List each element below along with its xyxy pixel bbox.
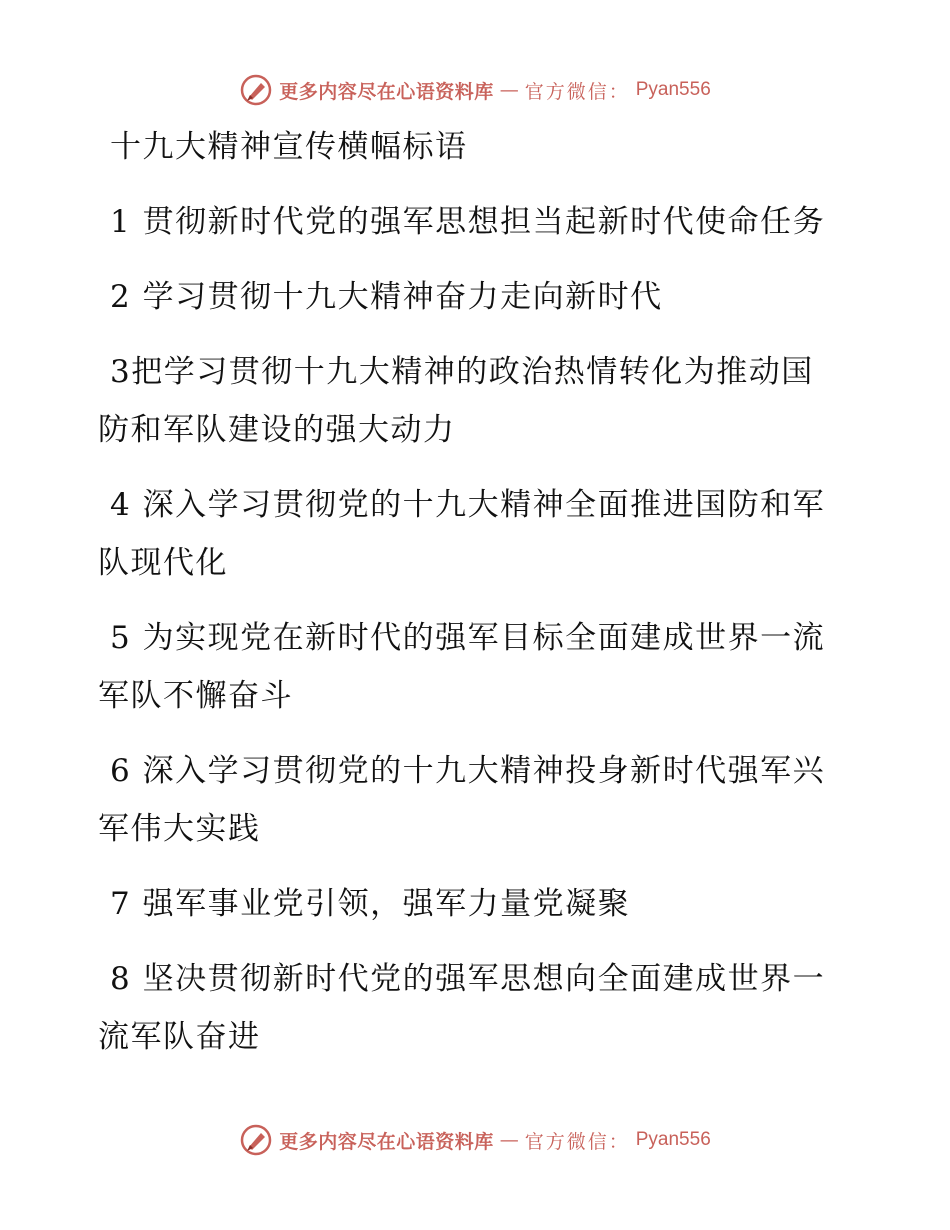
- list-item-line: [98, 476, 858, 534]
- header-wechat-label: 官方微信：: [524, 80, 630, 103]
- list-item-line: [98, 268, 858, 326]
- list-item: [98, 476, 858, 592]
- item-text: 强军事业党引领，强军力量党凝聚: [142, 886, 631, 922]
- item-text: 为实现党在新时代的强军目标全面建成世界一流: [142, 620, 826, 656]
- footer-separator: —: [499, 1129, 519, 1151]
- list-item-line: [98, 875, 858, 933]
- item-text: 深入学习贯彻党的十九大精神投身新时代强军兴: [142, 753, 826, 789]
- list-item: [98, 609, 858, 725]
- item-number: 2: [110, 279, 132, 315]
- list-item-line: 军伟大实践: [98, 811, 261, 847]
- document-body: [98, 118, 858, 1066]
- item-text: 坚决贯彻新时代党的强军思想向全面建成世界一: [142, 961, 826, 997]
- list-item: [98, 950, 858, 1066]
- item-number: 8: [110, 961, 132, 997]
- list-item-line: [98, 742, 858, 800]
- item-number: 3: [110, 354, 132, 390]
- list-item-line: 军队不懈奋斗: [98, 678, 293, 714]
- list-item-line: [98, 609, 858, 667]
- pen-nib-logo-icon: [239, 73, 273, 107]
- item-text: 学习贯彻十九大精神奋力走向新时代: [142, 279, 663, 315]
- item-text: 把学习贯彻十九大精神的政治热情转化为推动国: [131, 354, 814, 390]
- header-separator: —: [499, 79, 519, 101]
- list-item-line: [98, 950, 858, 1008]
- item-number: 6: [110, 753, 132, 789]
- list-item-line: 队现代化: [98, 545, 228, 581]
- footer-wechat-id: Pyan556: [635, 1129, 711, 1150]
- item-text: 贯彻新时代党的强军思想担当起新时代使命任务: [142, 204, 826, 240]
- header-wechat-id: Pyan556: [635, 79, 711, 100]
- list-item-line: 防和军队建设的强大动力: [98, 412, 456, 448]
- item-number: 5: [110, 620, 132, 656]
- list-item: [98, 343, 858, 459]
- header-brand: 更多内容尽在心语资料库: [279, 80, 494, 103]
- item-number: 1: [110, 204, 132, 240]
- list-item: [98, 875, 858, 933]
- footer-brand: 更多内容尽在心语资料库: [279, 1130, 494, 1153]
- list-item: [98, 193, 858, 251]
- list-item: [98, 742, 858, 858]
- list-item-line: [98, 343, 858, 401]
- item-text: 深入学习贯彻党的十九大精神全面推进国防和军: [142, 487, 826, 523]
- header-banner: [0, 70, 950, 110]
- footer-wechat-label: 官方微信：: [524, 1130, 630, 1153]
- list-item-line: [98, 193, 858, 251]
- list-item: [98, 268, 858, 326]
- item-number: 4: [110, 487, 132, 523]
- pen-nib-logo-icon: [239, 1123, 273, 1157]
- list-item-line: 流军队奋进: [98, 1019, 261, 1055]
- document-title: 十九大精神宣传横幅标语: [110, 129, 468, 165]
- item-number: 7: [110, 886, 132, 922]
- footer-banner: [0, 1120, 950, 1160]
